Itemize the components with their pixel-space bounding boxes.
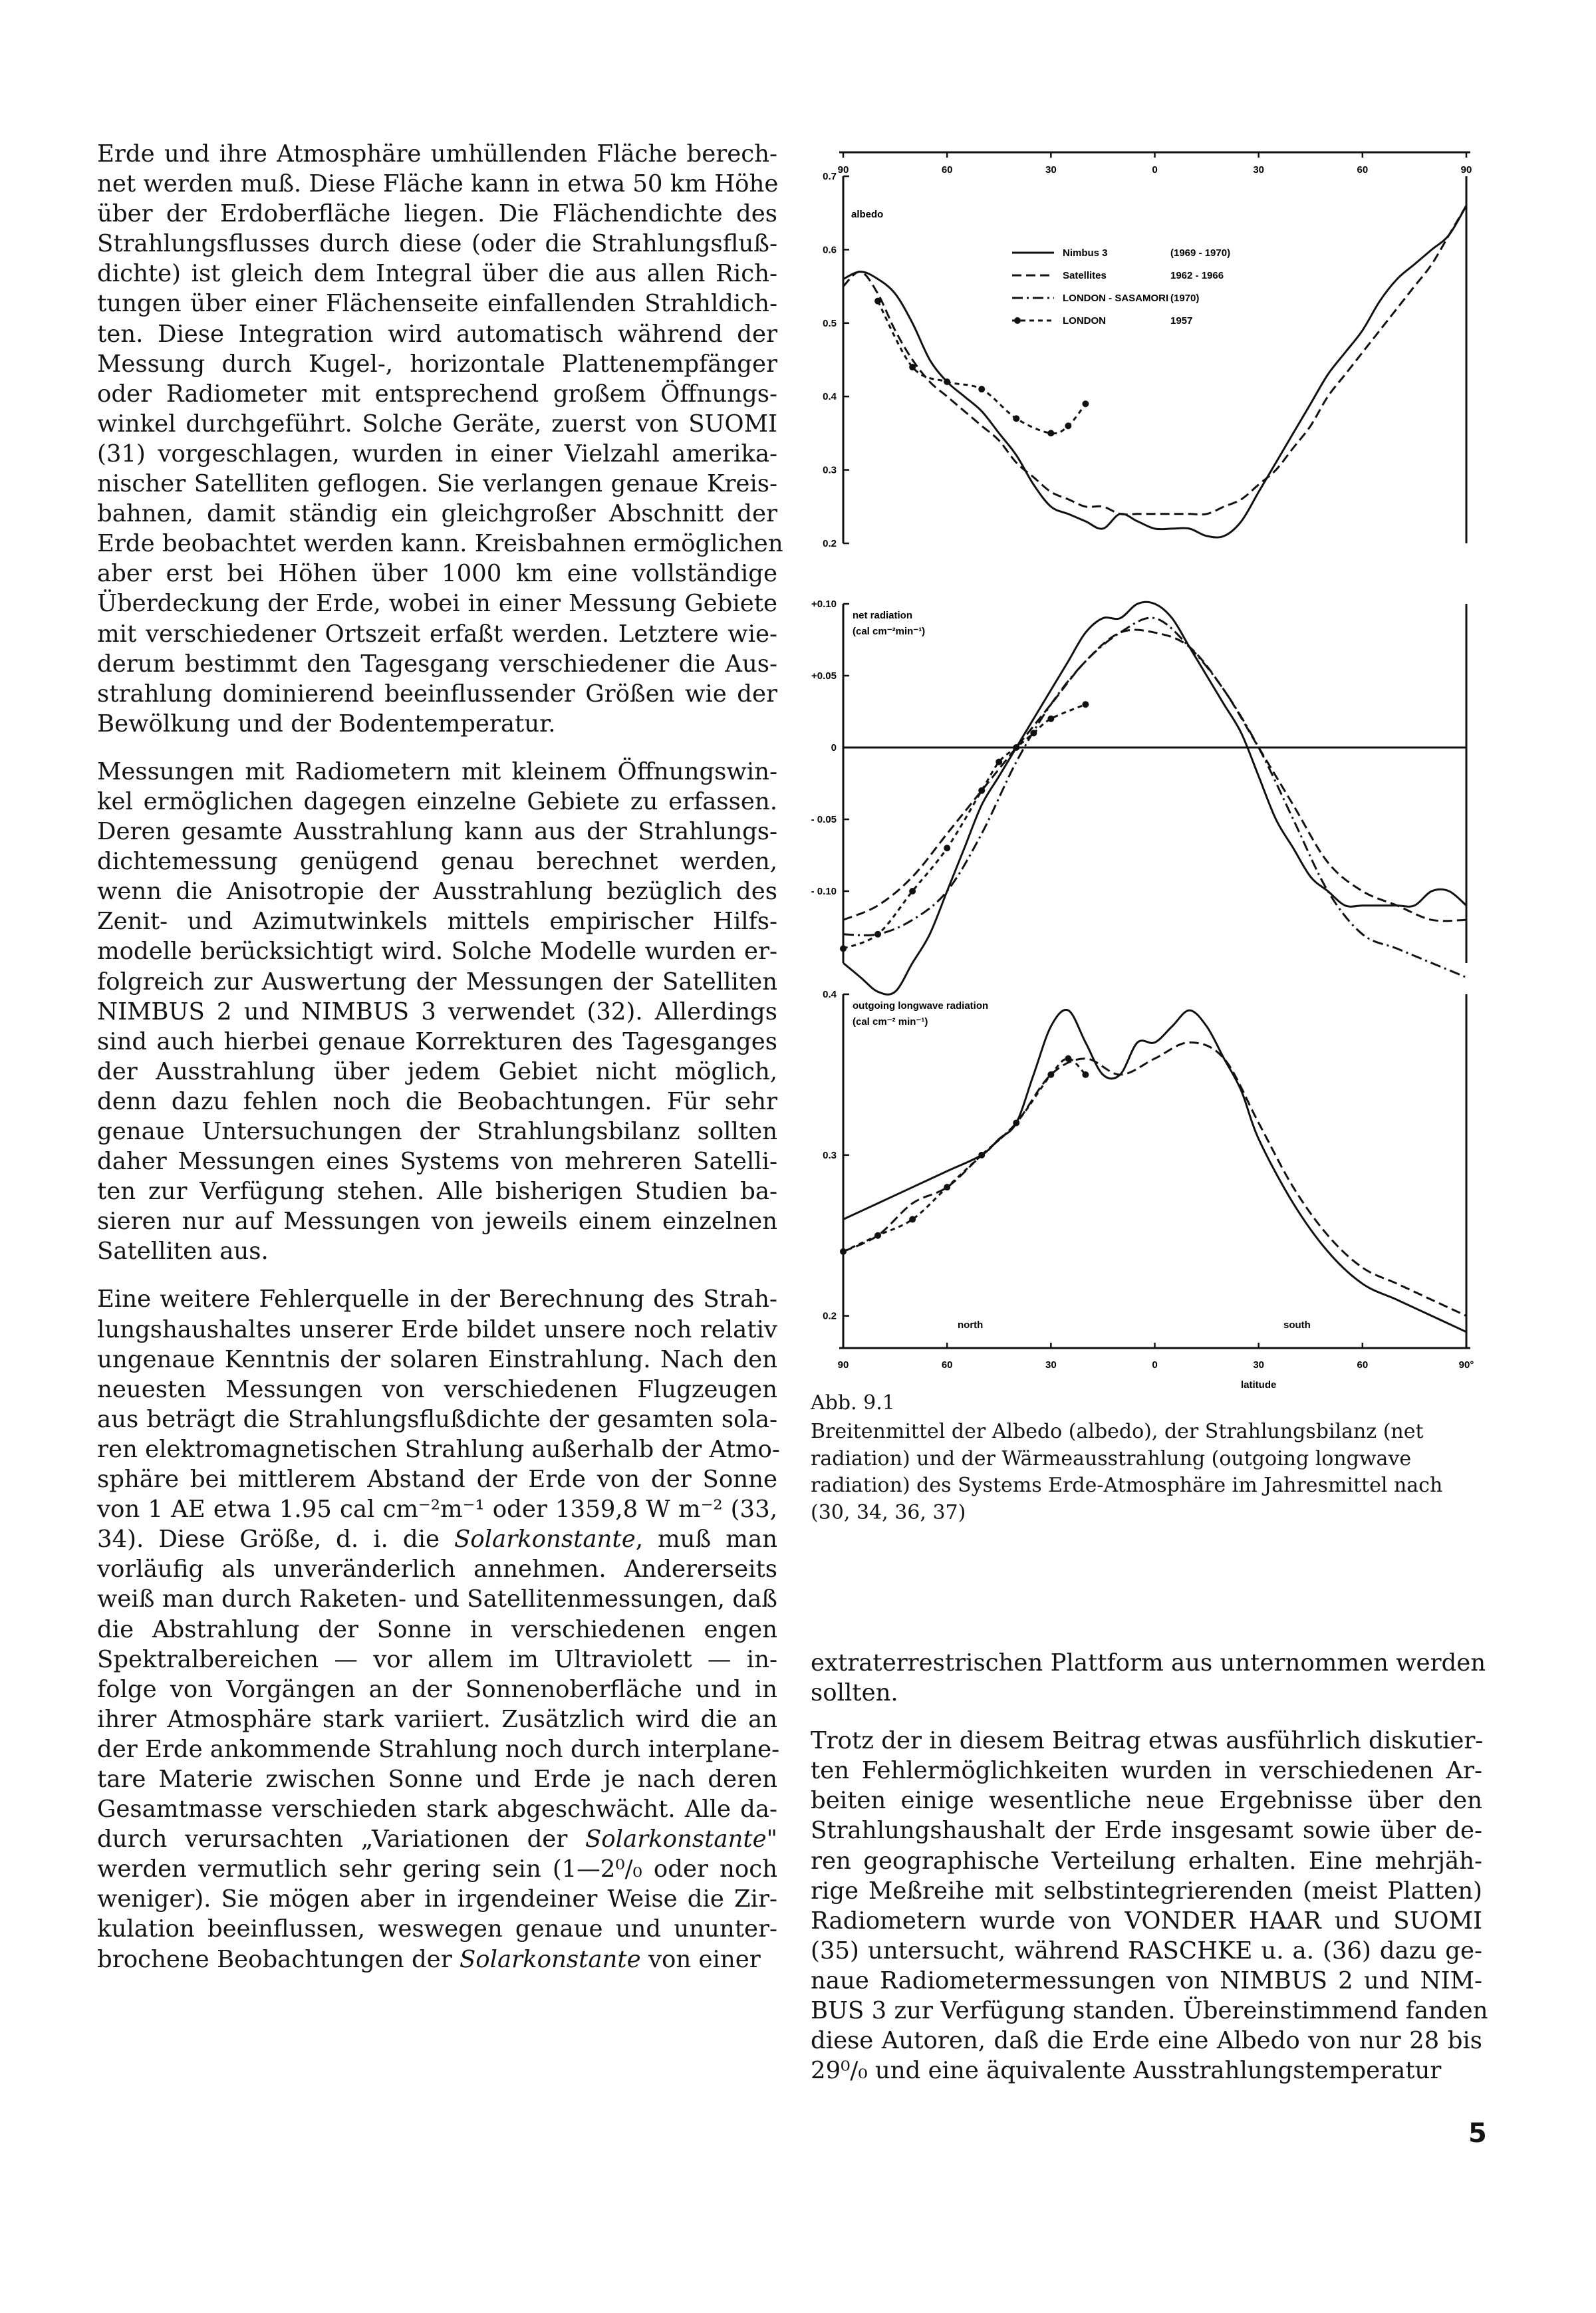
data-point xyxy=(840,1248,847,1255)
data-point xyxy=(1065,1055,1071,1062)
page-number: 5 xyxy=(1468,2118,1487,2149)
text-line: kel ermöglichen dagegen einzelne Gebiete zu erfassen. xyxy=(97,787,777,815)
text-line: der Ausstrahlung über jedem Gebiet nicht möglich, xyxy=(97,1057,777,1085)
y-tick-label: - 0.05 xyxy=(811,814,837,825)
y-tick-label: 0.2 xyxy=(823,1310,837,1322)
y-tick-label: 0.4 xyxy=(823,391,837,403)
text-line: Strahlungshaushalt der Erde insgesamt sowie über de- xyxy=(811,1817,1482,1845)
data-point xyxy=(1013,744,1019,751)
series-line-dashdot xyxy=(843,618,1466,978)
text-line: Radiometern wurde von VONDER HAAR und SUOMI xyxy=(811,1907,1482,1935)
paragraph xyxy=(97,139,783,739)
legend-period: 1962 - 1966 xyxy=(1170,270,1224,281)
text-line: Überdeckung der Erde, wobei in einer Messung Gebiete xyxy=(97,590,777,618)
x-axis-label: latitude xyxy=(1240,1379,1277,1391)
text-line: Zenit- und Azimutwinkels mittels empirischer Hilfs- xyxy=(97,908,777,936)
x-tick-label-top: 0 xyxy=(1152,164,1158,176)
legend-period: (1970) xyxy=(1170,293,1200,304)
text-line: aber erst bei Höhen über 1000 km eine vollständige xyxy=(97,560,777,588)
x-tick-label-top: 60 xyxy=(1357,164,1369,176)
text-line: vorläufig als unveränderlich annehmen. Andererseits xyxy=(97,1556,777,1583)
panel-label-albedo: albedo xyxy=(851,209,884,220)
text-line: (31) vorgeschlagen, wurden in einer Vielzahl amerika- xyxy=(97,440,777,468)
text-line: tungen über einer Flächenseite einfallenden Strahldich- xyxy=(97,290,777,318)
series-line-solid xyxy=(843,205,1466,537)
y-tick-label: +0.05 xyxy=(811,670,837,682)
figure-caption-label: Abb. 9.1 xyxy=(811,1391,895,1415)
text-line: BUS 3 zur Verfügung standen. Übereinstimmend fanden xyxy=(811,1997,1488,2025)
text-line: der Erde ankommende Strahlung noch durch interplane- xyxy=(97,1735,780,1763)
text-line: beiten einige wesentliche neue Ergebnisse über den xyxy=(811,1787,1482,1815)
text-line: ten zur Verfügung stehen. Alle bisherigen Studien ba- xyxy=(97,1178,777,1206)
data-point xyxy=(1082,701,1089,708)
y-tick-label: 0.6 xyxy=(823,244,837,256)
text-line: weniger). Sie mögen aber in irgendeiner Weise die Zir- xyxy=(97,1885,777,1913)
text-line: (35) untersucht, während RASCHKE u. a. (36) dazu ge- xyxy=(811,1937,1482,1965)
text-line: weiß man durch Raketen- und Satellitenmessungen, daß xyxy=(97,1585,777,1613)
text-line: sind auch hierbei genaue Korrekturen des Tagesganges xyxy=(97,1027,777,1055)
data-point xyxy=(1047,1071,1054,1078)
series-line-solid xyxy=(843,602,1466,994)
text-line: werden vermutlich sehr gering sein (1—2⁰/₀ oder noch xyxy=(97,1855,777,1883)
text-line: folge von Vorgängen an der Sonnenoberfläche und in xyxy=(97,1675,777,1703)
data-point xyxy=(909,888,916,894)
series-line-dotted-markers xyxy=(843,1059,1085,1252)
text-line: brochene Beobachtungen der Solarkonstante von einer xyxy=(97,1945,761,1973)
y-tick-label: 0.2 xyxy=(823,538,837,549)
paragraph xyxy=(811,1648,1486,1708)
text-line: über der Erdoberfläche liegen. Die Flächendichte des xyxy=(97,200,777,228)
y-tick-label: 0.3 xyxy=(823,1149,837,1161)
text-line: neuesten Messungen von verschiedenen Flugzeugen xyxy=(97,1375,777,1403)
x-tick-label-top: 30 xyxy=(1045,164,1057,176)
y-tick-label: +0.10 xyxy=(811,599,837,610)
legend-period: 1957 xyxy=(1170,315,1193,327)
figure-caption-text: Breitenmittel der Albedo (albedo), der Strahlungsbilanz (net radiation) und der Wärmeausstrahlung (outgoing longwave radiation) des Systems Erde-Atmosphäre im Jahresmittel nach (30, 34, 36, 37) xyxy=(811,1420,1443,1524)
data-point xyxy=(996,759,1002,765)
legend-label: LONDON - SASAMORI xyxy=(1063,293,1169,304)
legend-label: Nimbus 3 xyxy=(1063,247,1108,259)
text-line: Messungen mit Radiometern mit kleinem Öffnungswin- xyxy=(97,757,777,785)
data-point xyxy=(1065,422,1071,429)
text-line: rige Meßreihe mit selbstintegrierenden (meist Platten) xyxy=(811,1877,1482,1905)
data-point xyxy=(1082,400,1089,407)
data-point xyxy=(909,364,916,370)
data-point xyxy=(1082,1071,1089,1078)
series-line-dashed xyxy=(843,205,1466,514)
text-line: dichtemessung genügend genau berechnet werden, xyxy=(97,848,777,876)
series-line-dashed xyxy=(843,630,1466,921)
legend-label: LONDON xyxy=(1063,315,1106,327)
text-line: derum bestimmt den Tagesgang verschiedener die Aus- xyxy=(97,650,777,678)
text-line: Strahlungsflusses durch diese (oder die Strahlungsfluß- xyxy=(97,230,777,258)
text-line: naue Radiometermessungen von NIMBUS 2 und NIM- xyxy=(811,1967,1482,1994)
series-line-dashed xyxy=(843,1043,1466,1316)
x-tick-label-top: 90 xyxy=(1460,164,1472,176)
data-point xyxy=(874,931,881,938)
text-line: Trotz der in diesem Beitrag etwas ausführlich diskutier- xyxy=(811,1727,1484,1755)
text-line: wenn die Anisotropie der Ausstrahlung bezüglich des xyxy=(97,878,777,906)
text-line: ungenaue Kenntnis der solaren Einstrahlung. Nach den xyxy=(97,1345,777,1373)
text-line: bahnen, damit ständig ein gleichgroßer Abschnitt der xyxy=(97,500,777,528)
data-point xyxy=(874,298,881,305)
text-line: ten. Diese Integration wird automatisch während der xyxy=(97,320,777,348)
annotation-north: north xyxy=(958,1319,984,1331)
text-line: ten Fehlermöglichkeiten wurden in verschiedenen Ar- xyxy=(811,1757,1482,1785)
text-line: modelle berücksichtigt wird. Solche Modelle wurden er- xyxy=(97,938,777,966)
text-line: ren elektromagnetischen Strahlung außerhalb der Atmo- xyxy=(97,1435,780,1463)
data-point xyxy=(1013,415,1019,422)
text-line: extraterrestrischen Plattform aus unternommen werden xyxy=(811,1649,1486,1677)
x-tick-label: 60 xyxy=(1357,1359,1369,1371)
data-point xyxy=(1013,1119,1019,1126)
text-line: Deren gesamte Ausstrahlung kann aus der Strahlungs- xyxy=(97,818,777,846)
data-point xyxy=(978,1152,985,1158)
data-point xyxy=(1047,716,1054,722)
left-text-column xyxy=(97,139,783,1974)
x-tick-label: 90° xyxy=(1458,1359,1474,1371)
y-tick-label: 0.3 xyxy=(823,464,837,476)
text-line: folgreich zur Auswertung der Messungen der Satelliten xyxy=(97,968,777,996)
text-line: von 1 AE etwa 1.95 cal cm⁻²m⁻¹ oder 1359,8 W m⁻² (33, xyxy=(97,1496,777,1524)
paragraph xyxy=(811,1726,1488,2086)
panel-unit: (cal cm⁻²min⁻¹) xyxy=(853,626,926,637)
text-line: ihrer Atmosphäre stark variiert. Zusätzlich wird die an xyxy=(97,1705,777,1733)
panel-label: outgoing longwave radiation xyxy=(853,1000,989,1012)
legend-marker xyxy=(1014,317,1021,324)
legend-period: (1969 - 1970) xyxy=(1170,247,1231,259)
text-line: net werden muß. Diese Fläche kann in etwa 50 km Höhe xyxy=(97,170,779,198)
text-line: denn dazu fehlen noch die Beobachtungen. Für sehr xyxy=(97,1087,777,1115)
text-line: mit verschiedener Ortszeit erfaßt werden. Letztere wie- xyxy=(97,620,777,648)
annotation-south: south xyxy=(1283,1319,1311,1331)
data-point xyxy=(874,1232,881,1239)
paragraph xyxy=(97,757,777,1267)
text-line: winkel durchgeführt. Solche Geräte, zuerst von SUOMI xyxy=(97,410,777,438)
text-line: Messung durch Kugel-, horizontale Plattenempfänger xyxy=(97,350,777,378)
data-point xyxy=(978,787,985,794)
text-line: Erde beobachtet werden kann. Kreisbahnen ermöglichen xyxy=(97,530,783,558)
text-line: durch verursachten „Variationen der Solarkonstante" xyxy=(97,1826,777,1853)
text-line: Spektralbereichen — vor allem im Ultraviolett — in- xyxy=(97,1645,777,1673)
x-tick-label: 30 xyxy=(1253,1359,1265,1371)
text-line: 29⁰/₀ und eine äquivalente Ausstrahlungstemperatur xyxy=(811,2057,1442,2085)
x-tick-label-top: 60 xyxy=(941,164,953,176)
text-line: aus beträgt die Strahlungsflußdichte der gesamten sola- xyxy=(97,1405,777,1433)
y-tick-label: 0 xyxy=(831,742,837,753)
text-line: Erde und ihre Atmosphäre umhüllenden Fläche berech- xyxy=(97,140,777,168)
right-text-column xyxy=(811,1648,1488,2086)
x-tick-label-top: 30 xyxy=(1253,164,1265,176)
y-tick-label: - 0.10 xyxy=(811,886,837,897)
data-point xyxy=(1047,430,1054,436)
text-line: sieren nur auf Messungen von jeweils einem einzelnen xyxy=(97,1208,777,1236)
x-tick-label: 60 xyxy=(941,1359,953,1371)
x-tick-label: 90 xyxy=(837,1359,849,1371)
y-tick-label: 0.4 xyxy=(823,989,837,1000)
text-line: tare Materie zwischen Sonne und Erde je nach deren xyxy=(97,1765,777,1793)
x-tick-label: 0 xyxy=(1152,1359,1158,1371)
text-line: sphäre bei mittlerem Abstand der Erde von der Sonne xyxy=(97,1466,777,1494)
text-line: oder Radiometer mit entsprechend großem Öffnungs- xyxy=(97,380,777,408)
text-line: Bewölkung und der Bodentemperatur. xyxy=(97,710,556,738)
text-line: lungshaushaltes unserer Erde bildet unsere noch relativ xyxy=(97,1315,777,1343)
text-line: 34). Diese Größe, d. i. die Solarkonstante, muß man xyxy=(97,1526,777,1554)
text-line: nischer Satelliten geflogen. Sie verlangen genaue Kreis- xyxy=(97,470,777,498)
text-line: die Abstrahlung der Sonne in verschiedenen engen xyxy=(97,1615,777,1643)
figure-9-1 xyxy=(798,143,1503,1397)
x-tick-label-top: 90 xyxy=(837,164,849,176)
data-point xyxy=(909,1216,916,1223)
data-point xyxy=(944,845,950,851)
data-point xyxy=(944,378,950,385)
data-point xyxy=(1030,730,1037,736)
y-tick-label: 0.5 xyxy=(823,317,837,329)
text-line: kulation beeinflussen, weswegen genaue und ununter- xyxy=(97,1915,777,1943)
data-point xyxy=(978,386,985,392)
text-line: daher Messungen eines Systems von mehreren Satelli- xyxy=(97,1148,777,1176)
paragraph xyxy=(97,1284,780,1974)
data-point xyxy=(840,945,847,952)
text-line: dichte) ist gleich dem Integral über die aus allen Rich- xyxy=(97,260,777,288)
text-line: sollten. xyxy=(811,1679,898,1707)
panel-label: net radiation xyxy=(853,610,913,621)
text-line: Satelliten aus. xyxy=(97,1238,269,1266)
text-line: diese Autoren, daß die Erde eine Albedo von nur 28 bis xyxy=(811,2027,1482,2055)
data-point xyxy=(944,1184,950,1190)
x-tick-label: 30 xyxy=(1045,1359,1057,1371)
panel-unit: (cal cm⁻² min⁻¹) xyxy=(853,1016,928,1027)
latitude-profile-charts xyxy=(798,143,1503,1397)
series-line-dotted-markers xyxy=(843,704,1085,948)
y-tick-label: 0.7 xyxy=(823,171,837,182)
text-line: genaue Untersuchungen der Strahlungsbilanz sollten xyxy=(97,1118,777,1145)
text-line: strahlung dominierend beeinflussender Größen wie der xyxy=(97,680,777,708)
text-line: Eine weitere Fehlerquelle in der Berechnung des Strah- xyxy=(97,1286,777,1313)
text-line: ren geographische Verteilung erhalten. Eine mehrjäh- xyxy=(811,1847,1482,1875)
text-line: Gesamtmasse verschieden stark abgeschwächt. Alle da- xyxy=(97,1796,777,1824)
series-line-dotted-markers xyxy=(878,301,1085,434)
legend-label: Satellites xyxy=(1063,270,1107,281)
text-line: NIMBUS 2 und NIMBUS 3 verwendet (32). Allerdings xyxy=(97,998,777,1025)
